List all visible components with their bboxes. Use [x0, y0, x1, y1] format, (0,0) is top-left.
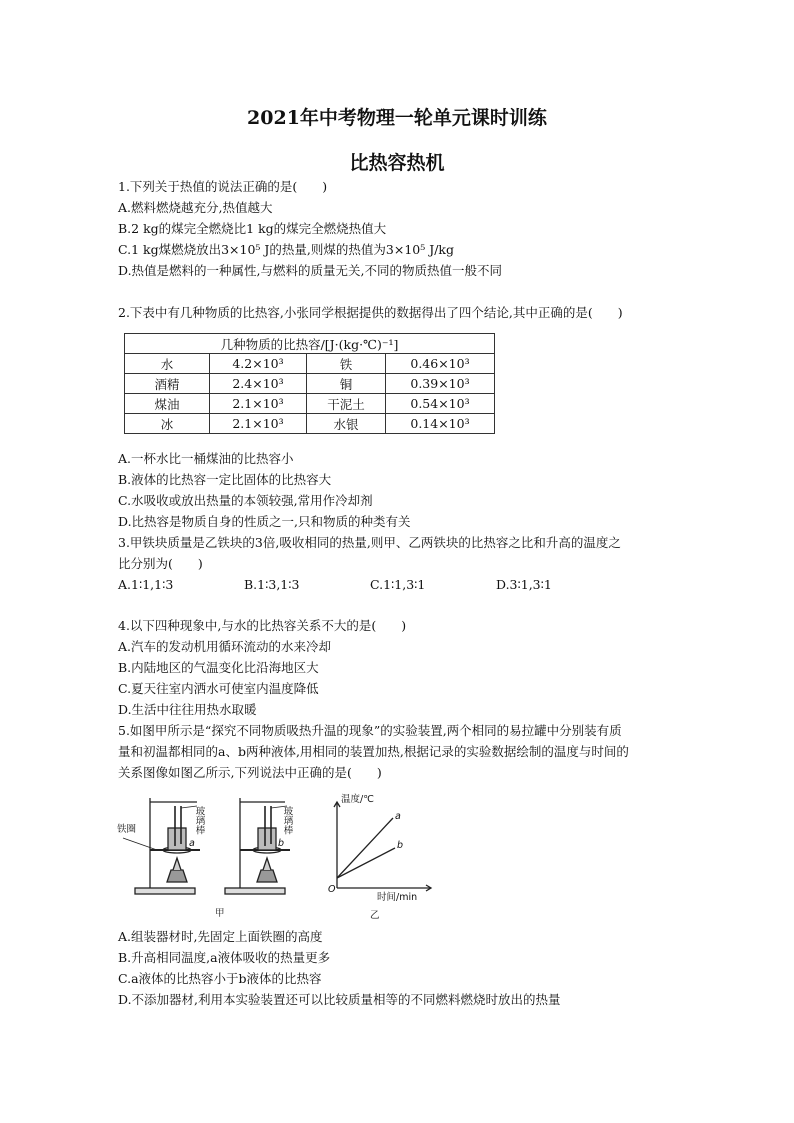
table-cell: 煤油: [125, 394, 210, 414]
line-a: [337, 818, 393, 878]
graph-x-label: 时间/min: [377, 892, 418, 903]
graph-origin: O: [328, 884, 336, 895]
table-caption: 几种物质的比热容/[J·(kg·℃)⁻¹]: [125, 334, 495, 354]
table-cell: 0.46×10³: [386, 354, 495, 374]
q3-options: [118, 577, 622, 593]
q1-option-d: D.热值是燃料的一种属性,与燃料的质量无关,不同的物质热值一般不同: [118, 263, 502, 278]
q4-option-a: A.汽车的发动机用循环流动的水来冷却: [118, 639, 332, 654]
table-cell: 铜: [307, 374, 386, 394]
table-cell: 水银: [307, 414, 386, 434]
q2-option-a: A.一杯水比一桶煤油的比热容小: [118, 451, 294, 466]
q4-stem: 4.以下四种现象中,与水的比热容关系不大的是( ): [118, 618, 407, 633]
q1-option-a: A.燃料燃烧越充分,热值越大: [118, 200, 273, 215]
q5-stem-line3: 关系图像如图乙所示,下列说法中正确的是( ): [118, 765, 382, 780]
table-row: [125, 414, 495, 434]
table-cell: 2.4×10³: [210, 374, 307, 394]
table-row: [125, 374, 495, 394]
table-cell: 干泥土: [307, 394, 386, 414]
table-cell: 0.39×10³: [386, 374, 495, 394]
q2-stem: 2.下表中有几种物质的比热容,小张同学根据提供的数据得出了四个结论,其中正确的是( ): [118, 305, 623, 320]
q1-stem: 1.下列关于热值的说法正确的是( ): [118, 179, 328, 194]
q3-option-c: C.1∶1,3∶1: [370, 577, 426, 592]
q5-option-d: D.不添加器材,利用本实验装置还可以比较质量相等的不同燃料燃烧时放出的热量: [118, 992, 561, 1007]
table-cell: 酒精: [125, 374, 210, 394]
document-title: 2021年中考物理一轮单元课时训练: [247, 107, 547, 129]
q3-option-a: A.1∶1,1∶3: [118, 577, 174, 592]
table-cell: 冰: [125, 414, 210, 434]
graph-label-a: a: [395, 811, 401, 822]
q3-option-d: D.3∶1,3∶1: [496, 577, 552, 592]
caption-jia: 甲: [215, 908, 225, 919]
q5-option-a: A.组装器材时,先固定上面铁圈的高度: [118, 929, 323, 944]
table-cell: 水: [125, 354, 210, 374]
experiment-figure: [115, 788, 445, 923]
temperature-time-graph: [334, 802, 431, 891]
specific-heat-table: [124, 333, 495, 434]
q4-option-c: C.夏天往室内洒水可使室内温度降低: [118, 681, 319, 696]
q5-stem-line2: 量和初温都相同的a、b两种液体,用相同的装置加热,根据记录的实验数据绘制的温度与时间的: [118, 744, 629, 759]
graph-y-label: 温度/℃: [341, 794, 374, 805]
caption-yi: 乙: [370, 910, 380, 921]
q3-option-b: B.1∶3,1∶3: [244, 577, 300, 592]
label-iron-ring: 铁圈: [117, 824, 137, 835]
table-cell: 0.14×10³: [386, 414, 495, 434]
q4-option-b: B.内陆地区的气温变化比沿海地区大: [118, 660, 319, 675]
q2-option-d: D.比热容是物质自身的性质之一,只和物质的种类有关: [118, 514, 411, 529]
table-cell: 4.2×10³: [210, 354, 307, 374]
label-glass-rod-right: 玻璃棒: [281, 806, 293, 835]
q3-stem-line2: 比分别为( ): [118, 556, 203, 571]
q2-option-c: C.水吸收或放出热量的本领较强,常用作冷却剂: [118, 493, 373, 508]
graph-label-b: b: [397, 840, 404, 851]
q5-option-b: B.升高相同温度,a液体吸收的热量更多: [118, 950, 331, 965]
table-cell: 0.54×10³: [386, 394, 495, 414]
table-cell: 铁: [307, 354, 386, 374]
label-liquid-b: b: [278, 838, 285, 849]
q1-option-c: C.1 kg煤燃烧放出3×10⁵ J的热量,则煤的热值为3×10⁵ J/kg: [118, 242, 455, 257]
document-subtitle: 比热容热机: [349, 152, 445, 174]
q5-stem-line1: 5.如图甲所示是“探究不同物质吸热升温的现象”的实验装置,两个相同的易拉罐中分别装有质: [118, 723, 622, 738]
table-cell: 2.1×10³: [210, 414, 307, 434]
label-liquid-a: a: [189, 838, 195, 849]
table-caption-row: [125, 334, 495, 354]
q1-option-b: B.2 kg的煤完全燃烧比1 kg的煤完全燃烧热值大: [118, 221, 387, 236]
table-row: [125, 394, 495, 414]
line-b: [337, 848, 395, 878]
table-row: [125, 354, 495, 374]
table-cell: 2.1×10³: [210, 394, 307, 414]
q4-option-d: D.生活中往往用热水取暖: [118, 702, 257, 717]
label-glass-rod-left: 玻璃棒: [193, 806, 205, 835]
q3-stem-line1: 3.甲铁块质量是乙铁块的3倍,吸收相同的热量,则甲、乙两铁块的比热容之比和升高的温度之: [118, 535, 621, 550]
q2-option-b: B.液体的比热容一定比固体的比热容大: [118, 472, 332, 487]
q5-option-c: C.a液体的比热容小于b液体的比热容: [118, 971, 322, 986]
